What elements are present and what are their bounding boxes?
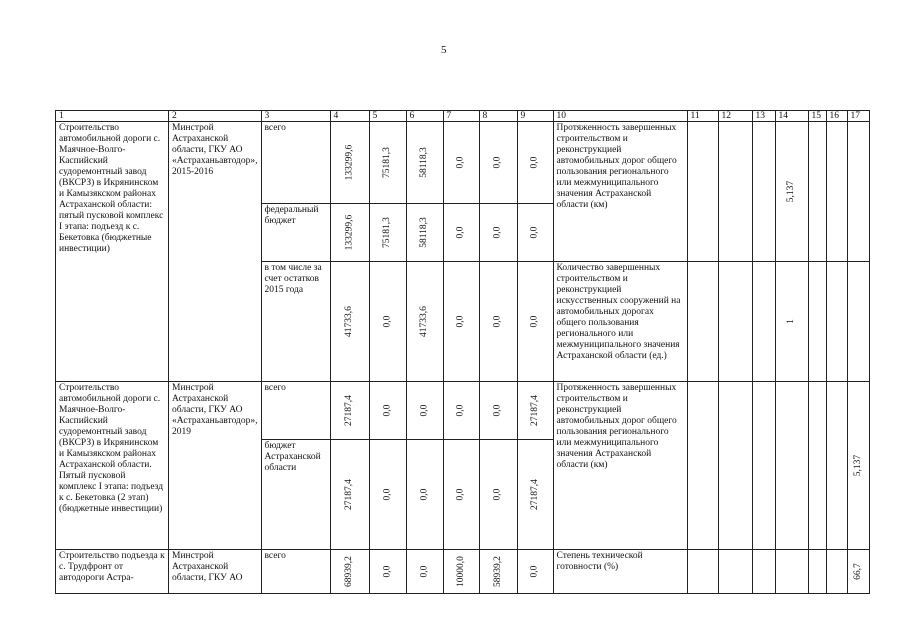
indicator-value-cell	[847, 262, 869, 382]
column-header: 8	[479, 111, 517, 122]
indicator-value-cell: 66,7	[847, 550, 869, 594]
value-cell: 0,0	[406, 550, 443, 594]
value-cell: 0,0	[443, 440, 479, 550]
indicator-value-cell	[752, 122, 775, 262]
column-header: 6	[406, 111, 443, 122]
indicator-cell: Количество завершенных строительством и реконструкцией искусственных сооружений на автомобильных дорогах общего пользования регионального или межмуниципального значения Астраханской области (ед.)	[553, 262, 687, 382]
indicator-value-cell	[808, 122, 826, 262]
indicator-value-cell	[718, 550, 752, 594]
column-header: 3	[261, 111, 330, 122]
column-header: 7	[443, 111, 479, 122]
table-row	[56, 122, 870, 204]
indicator-value-cell	[826, 550, 847, 594]
value-cell: 41733,6	[406, 262, 443, 382]
column-header: 11	[687, 111, 718, 122]
value-cell: 0,0	[369, 382, 406, 440]
project-name-cell: Строительство подъезда к с. Трудфронт от автодороги Астра-	[56, 550, 169, 594]
value-cell: 133299,6	[330, 122, 369, 204]
indicator-value-cell	[718, 382, 752, 550]
project-name-cell: Строительство автомобильной дороги с. Маячное-Волго-Каспийский судоремонтный завод (ВКСРЗ) в Икрянинском и Камызякском районах Астраханской области: пятый пусковой комплекс I этапа: подъезд к с. Бекетовка (бюджетные инвестиции)	[56, 122, 169, 382]
indicator-value-cell: 5,137	[775, 122, 808, 262]
funding-source-cell: федеральный бюджет	[261, 204, 330, 262]
value-cell: 58118,3	[406, 204, 443, 262]
value-cell: 27187,4	[330, 382, 369, 440]
value-cell: 0,0	[406, 440, 443, 550]
column-header: 13	[752, 111, 775, 122]
funding-source-cell: всего	[261, 382, 330, 440]
project-name-cell: Строительство автомобильной дороги с. Маячное-Волго-Каспийский судоремонтный завод (ВКСРЗ) в Икрянинском и Камызякском районах Астраханской области. Пятый пусковой комплекс I этапа: подъезд к с. Бекетовка (2 этап) (бюджетные инвестиции)	[56, 382, 169, 550]
indicator-value-cell	[775, 550, 808, 594]
value-cell: 0,0	[479, 262, 517, 382]
value-cell: 0,0	[517, 204, 553, 262]
indicator-value-cell: 5,137	[847, 382, 869, 550]
value-cell: 0,0	[443, 382, 479, 440]
column-header: 5	[369, 111, 406, 122]
indicator-value-cell	[808, 262, 826, 382]
value-cell: 10000,0	[443, 550, 479, 594]
indicator-value-cell	[826, 382, 847, 550]
value-cell: 0,0	[369, 550, 406, 594]
value-cell: 0,0	[479, 122, 517, 204]
indicator-cell: Протяженность завершенных строительством и реконструкцией автомобильных дорог общего пользования регионального или межмуниципального значения Астраханской области (км)	[553, 122, 687, 262]
funding-source-cell: бюджет Астраханской области	[261, 440, 330, 550]
indicator-value-cell	[687, 122, 718, 262]
column-header: 4	[330, 111, 369, 122]
column-header: 15	[808, 111, 826, 122]
indicator-value-cell	[752, 382, 775, 550]
value-cell: 0,0	[479, 382, 517, 440]
column-header: 17	[847, 111, 869, 122]
value-cell: 0,0	[479, 440, 517, 550]
value-cell: 0,0	[443, 204, 479, 262]
indicator-value-cell	[718, 122, 752, 262]
indicator-cell: Протяженность завершенных строительством и реконструкцией автомобильных дорог общего пользования регионального или межмуниципального значения Астраханской области (км)	[553, 382, 687, 550]
page-number: 5	[441, 44, 447, 56]
indicator-value-cell	[826, 262, 847, 382]
funding-source-cell: всего	[261, 550, 330, 594]
indicator-value-cell	[808, 382, 826, 550]
value-cell: 0,0	[369, 262, 406, 382]
column-header: 12	[718, 111, 752, 122]
indicator-value-cell	[808, 550, 826, 594]
value-cell: 0,0	[517, 550, 553, 594]
executor-cell: Минстрой Астраханской области, ГКУ АО «Астраханьавтодор», 2019	[169, 382, 262, 550]
funding-source-cell: в том числе за счет остатков 2015 года	[261, 262, 330, 382]
value-cell: 27187,4	[517, 440, 553, 550]
column-header: 9	[517, 111, 553, 122]
value-cell: 27187,4	[330, 440, 369, 550]
value-cell: 0,0	[443, 262, 479, 382]
column-header: 1	[56, 111, 169, 122]
value-cell: 0,0	[479, 204, 517, 262]
column-header: 2	[169, 111, 262, 122]
value-cell: 27187,4	[517, 382, 553, 440]
indicator-cell: Степень технической готовности (%)	[553, 550, 687, 594]
value-cell: 41733,6	[330, 262, 369, 382]
value-cell: 0,0	[517, 122, 553, 204]
value-cell: 75181,3	[369, 122, 406, 204]
value-cell: 0,0	[369, 440, 406, 550]
value-cell: 0,0	[406, 382, 443, 440]
value-cell: 68939,2	[330, 550, 369, 594]
indicator-value-cell	[718, 262, 752, 382]
indicator-value-cell: 1	[775, 262, 808, 382]
indicator-value-cell	[847, 122, 869, 262]
value-cell: 0,0	[443, 122, 479, 204]
indicator-value-cell	[752, 262, 775, 382]
executor-cell: Минстрой Астраханской области, ГКУ АО «Астраханьавтодор», 2015-2016	[169, 122, 262, 382]
column-header: 10	[553, 111, 687, 122]
value-cell: 133299,6	[330, 204, 369, 262]
indicator-value-cell	[826, 122, 847, 262]
indicator-value-cell	[687, 550, 718, 594]
header-row	[56, 111, 870, 122]
value-cell: 58118,3	[406, 122, 443, 204]
indicator-value-cell	[687, 382, 718, 550]
value-cell: 0,0	[517, 262, 553, 382]
column-header: 16	[826, 111, 847, 122]
funding-source-cell: всего	[261, 122, 330, 204]
executor-cell: Минстрой Астраханской области, ГКУ АО	[169, 550, 262, 594]
column-header: 14	[775, 111, 808, 122]
table-row	[56, 550, 870, 594]
table-row	[56, 382, 870, 440]
value-cell: 75181,3	[369, 204, 406, 262]
indicator-value-cell	[752, 550, 775, 594]
indicator-value-cell	[775, 382, 808, 550]
value-cell: 58939,2	[479, 550, 517, 594]
indicator-value-cell	[687, 262, 718, 382]
program-table	[55, 110, 870, 594]
